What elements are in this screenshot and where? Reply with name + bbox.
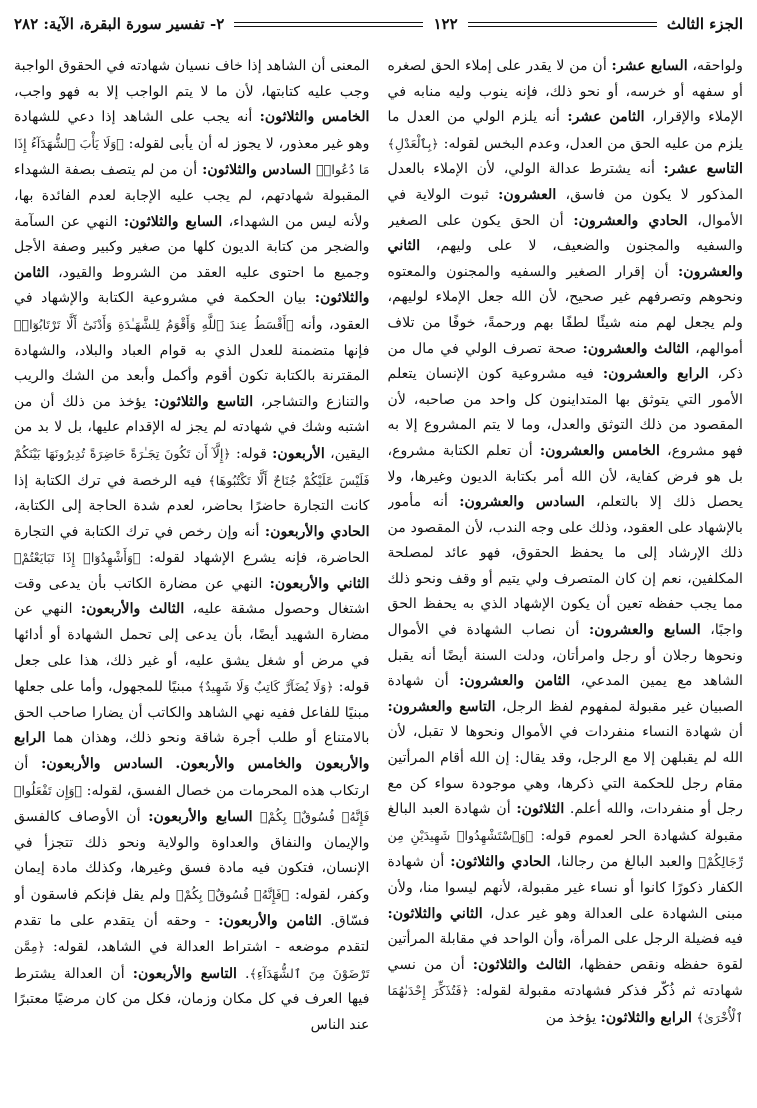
body-text: النهي عن السآمة والضجر من كتابة الديون كلها من صغير وكبير وصفة الأجل وجميع ما احتوى عليه العقد من الشروط والقيود، — [14, 213, 370, 281]
point-heading: الثامن والأربعون: — [218, 912, 322, 929]
body-text: والعبد البالغ من رجالنا، — [550, 854, 699, 871]
quran-quote: ﴿وَإِن تَفْعَلُوا۟ فَإِنَّهُۥ فُسُوقٌۢ بِكُمْ﴾ — [14, 782, 370, 825]
quran-quote: ﴿وَأَشْهِدُوٓا۟ إِذَا تَبَايَعْتُمْ﴾ — [14, 550, 141, 566]
point-heading: التاسع عشر: — [663, 161, 743, 178]
body-text: المعنى أن الشاهد إذا خاف نسيان شهادته في الحقوق الواجبة وجب عليه كتابتها، لأن ما لا يتم الواجب إلا به فهو واجب، — [14, 58, 370, 100]
body-text: أن الأوصاف كالفسق والإيمان والنفاق والعداوة والولاية ونحو ذلك تتجزأ في الإنسان، فتكون فيه مادة فسق وغيرها، وكذلك مادة إيمان وكفر، لقوله: — [14, 809, 370, 903]
body-text: مبنيًا للمجهول، وأما على جعلها مبنيًا للفاعل ففيه نهي الشاهد والكاتب أن يضارا صاحب الحق بالامتناع أو طلب أجرة شاقة ونحو ذلك، وهذان هما — [14, 679, 370, 747]
running-header — [14, 10, 743, 38]
header-rule-right — [468, 22, 657, 27]
body-text: أن ارتكاب هذه المحرمات من خصال الفسق، لقوله: — [14, 756, 370, 799]
body-text: فإنها متضمنة للعدل الذي به قوام العباد والبلاد، والشهادة المقترنة بالكتابة تكون أقوم وأكمل وأبعد من الشك والريب والتنازع والتشاجر، — [14, 342, 370, 410]
body-text: يؤخذ من ذلك أن من اشتبه وشك في شهادته لم يجز له الإقدام عليها، بل لا بد من اليقين، — [14, 393, 370, 462]
body-text: . — [237, 965, 250, 982]
point-heading: الثاني والعشرون: — [387, 238, 743, 280]
point-heading: العشرون: — [498, 186, 557, 203]
point-heading: السابع والأربعون: — [148, 809, 253, 826]
point-heading: الثالث والثلاثون: — [472, 956, 572, 973]
body-text — [253, 809, 261, 825]
body-text: أنه مأمور بالإشهاد على العقود، وذلك على وجه الندب، لأن المقصود من ذلك الإرشاد إلى ما يحفظ الحقوق، فهو عائد لمصلحة المكلفين، نعم إن كان المتصرف ولي يتيم أو وقف ونحو ذلك مما يجب حفظه تعين أن يكون الإشهاد الذي به يحفظ الحق واجبًا، — [387, 494, 743, 639]
point-heading: التاسع والأربعون: — [132, 965, 237, 982]
quran-quote: ﴿إِلَّآ أَن تَكُونَ تِجَـٰرَةً حَاضِرَةً تُدِيرُونَهَا بَيْنَكُمْ فَلَيْسَ عَلَيْكُمْ جُنَاحٌ أَلَّا تَكْتُبُوهَا﴾ — [14, 445, 370, 488]
body-text: فيه فضيلة الرجل على المرأة، وأن الواحد في مقابلة المرأتين لقوة حفظه ونقص حفظها، — [387, 931, 743, 973]
body-text: أن من لا يقدر على إملاء الحق لصغره أو سفهه أو خرسه، أو نحو ذلك، فإنه ينوب وليه منابه في الإملاء والإقرار، — [387, 58, 743, 126]
body-text: النهي عن مضارة الكاتب بأن يدعى وقت اشتغال وحصول مشقة عليه، — [14, 575, 370, 618]
section-label: ٢- تفسير سورة البقرة، الآية: ٢٨٢ — [14, 15, 225, 33]
body-text: أن من نسي شهادته ثم ذُكّر فذكر فشهادته مقبولة لقوله: — [387, 956, 743, 1000]
body-text: أن العدالة يشترط فيها العرف في كل مكان وزمان، فكل من كان مرضيًا معتبرًا عند الناس — [14, 965, 370, 1033]
point-heading: الثامن والعشرون: — [459, 673, 571, 690]
point-heading: الثاني والثلاثون: — [387, 905, 483, 922]
left-column — [14, 54, 370, 1094]
body-text: أن من لم يتصف بصفة الشهداء المقبولة شهادتهم، لم يجب عليه الإجابة لعدم الفائدة بها، ولأنه ليس من الشهداء، — [14, 162, 370, 230]
page-number: ١٢٢ — [433, 15, 458, 33]
point-heading: الثامن والثلاثون: — [14, 264, 370, 307]
point-heading: الأربعون: — [272, 445, 325, 462]
body-text: - وحقه أن يتقدم على ما تقدم لتقدم موضعه - اشتراط العدالة في الشاهد، لقوله: — [14, 912, 370, 956]
point-heading: الرابع والعشرون: — [602, 366, 709, 383]
point-heading: الرابع والثلاثون: — [600, 1009, 692, 1026]
body-text: أن نصاب الشهادة في الأموال ونحوها رجلان أو رجل وامرأتان، ودلت السنة أيضًا أنه يقبل الشاهد مع يمين المدعي، — [387, 622, 743, 690]
left-column-paragraph — [14, 54, 370, 1039]
point-heading: السادس والعشرون: — [459, 494, 585, 511]
point-heading: الحادي والثلاثون: — [450, 854, 551, 871]
right-column-paragraph — [388, 54, 744, 1032]
point-heading: التاسع والعشرون: — [387, 698, 496, 715]
body-text: النهي عن مضارة الشهيد أيضًا، بأن يدعى إلى تحمل الشهادة أو أدائها في مرض أو شغل يشق عليه، أو غير ذلك، هذا على جعل قوله: — [14, 601, 370, 696]
point-heading: السادس والأربعون: — [41, 756, 163, 773]
quran-quote: ﴿وَٱسْتَشْهِدُوا۟ شَهِيدَيْنِ مِن رِّجَالِكُمْ﴾ — [387, 827, 743, 870]
quran-quote: ﴿أَقْسَطُ عِندَ ٱللَّهِ وَأَقْوَمُ لِلشَّهَـٰدَةِ وَأَدْنَىٰٓ أَلَّا تَرْتَابُوٓا۟﴾ — [14, 316, 294, 332]
body-text: أن الحق يكون على الصغير والسفيه والمجنون والضعيف، لا على وليهم، — [387, 212, 743, 255]
point-heading: الثامن عشر: — [567, 109, 645, 126]
quran-quote: ﴿وَلَا يَأْبَ ٱلشُّهَدَآءُ إِذَا مَا دُعُوا۟﴾ — [14, 135, 370, 178]
header-rule-left — [234, 22, 423, 27]
point-heading: السابع والثلاثون: — [123, 213, 223, 230]
body-text: أنه يلزم الولي من العدل ما يلزم من عليه الحق من العدل، وعدم البخس لقوله: — [387, 109, 743, 152]
right-column — [388, 54, 744, 1094]
body-text: بيان الحكمة في مشروعية الكتابة والإشهاد في العقود، وأنه — [14, 290, 370, 333]
quran-quote: ﴿وَلَا يُضَآرَّ كَاتِبٌ وَلَا شَهِيدٌ﴾ — [197, 679, 334, 695]
point-heading: الثالث والأربعون: — [80, 601, 185, 618]
text-columns — [14, 54, 743, 1094]
quran-quote: ﴿مِمَّن تَرْضَوْنَ مِنَ ٱلشُّهَدَآءِ﴾ — [14, 939, 370, 981]
body-text: أنه يشترط عدالة الولي، لأن الإملاء بالعدل المذكور لا يكون من فاسق، — [387, 161, 743, 203]
point-heading: السابع عشر: — [611, 58, 688, 74]
body-text: أن شهادة النساء منفردات في الأموال ونحوها لا تقبل، لأن الله لم يقبلهن إلا مع الرجل، وقد يقال: إن الله أقام المرأتين مقام رجل للحكمة التي ذكرها، وهي موجودة سواء كن مع رجل أو منفردات، والله أعلم. — [387, 724, 743, 818]
body-text: أنه وإن رخص في ترك الكتابة في التجارة الحاضرة، فإنه يشرع الإشهاد لقوله: — [14, 523, 370, 567]
point-heading: الخامس والثلاثون: — [259, 109, 370, 126]
point-heading: الرابع والأربعون والخامس والأربعون. — [14, 730, 370, 773]
point-heading: الثاني والأربعون: — [269, 575, 370, 592]
quran-quote: ﴿فَتُذَكِّرَ إِحْدَىٰهُمَا ٱلْأُخْرَىٰ﴾ — [387, 983, 743, 1025]
body-text — [163, 756, 176, 772]
body-text: ولواحقه، — [687, 58, 743, 74]
point-heading: الثالث والعشرون: — [582, 340, 690, 357]
point-heading: الخامس والعشرون: — [539, 442, 660, 459]
body-text: صحة تصرف الولي في مال من ذكر، — [387, 340, 743, 383]
body-text: فيه الرخصة في ترك الكتابة إذا كانت التجارة حاضرًا بحاضر، لعدم شدة الحاجة إلى الكتابة، — [14, 472, 370, 515]
body-text: أن شهادة العبد البالغ مقبولة كشهادة الحر لعموم قوله: — [387, 801, 743, 844]
body-text: أنه يجب على الشاهد إذا دعي للشهادة وهو غير معذور، لا يجوز له أن يأبى لقوله: — [14, 109, 370, 152]
point-heading: السادس والثلاثون: — [202, 162, 312, 179]
point-heading: الحادي والعشرون: — [573, 212, 688, 229]
body-text: قوله: — [230, 445, 273, 462]
quran-quote: ﴿بِٱلْعَدْلِ﴾ — [387, 135, 439, 151]
part-label: الجزء الثالث — [666, 15, 743, 33]
body-text: أن إقرار الصغير والسفيه والمجنون والمعتوه ونحوهم وتصرفهم غير صحيح، لأن الله جعل الإملاء لوليهم، ولم يجعل لهم منه شيئًا لطفًا بهم ورحمةً، خوفًا من تلاف أموالهم، — [387, 263, 743, 357]
body-text: أن تعلم الكتابة مشروع، بل هو فرض كفاية، لأن الله أمر بكتابة الديون وغيرها، ولا يحصل ذلك إلا بالتعلم، — [387, 442, 743, 511]
body-text: أن شهادة الكفار ذكورًا كانوا أو نساء غير مقبولة، لأنهم ليسوا منا، ولأن مبنى الشهادة على العدالة وهو غير عدل، — [387, 854, 743, 922]
body-text: أن شهادة الصبيان غير مقبولة لمفهوم لفظ الرجل، — [387, 673, 743, 715]
body-text: ولم يقل فإنكم فاسقون أو فسّاق. — [14, 887, 370, 929]
body-text: يؤخذ من — [545, 1009, 601, 1026]
point-heading: التاسع والثلاثون: — [153, 393, 254, 410]
body-text: ثبوت الولاية في الأموال، — [387, 186, 743, 229]
point-heading: الحادي والأربعون: — [264, 523, 370, 540]
quran-quote: ﴿فَإِنَّهُۥ فُسُوقٌۢ بِكُمْ﴾ — [176, 887, 290, 902]
body-text: فيه مشروعية كون الإنسان يتعلم الأمور التي يتوثق بها المتداينون كل واحد من صاحبه، لأن المقصود من ذلك التوثق والعدل، وما لا يتم المشروع إلا به فهو مشروع، — [387, 366, 743, 459]
point-heading: السابع والعشرون: — [588, 622, 701, 639]
point-heading: الثلاثون: — [516, 801, 565, 818]
